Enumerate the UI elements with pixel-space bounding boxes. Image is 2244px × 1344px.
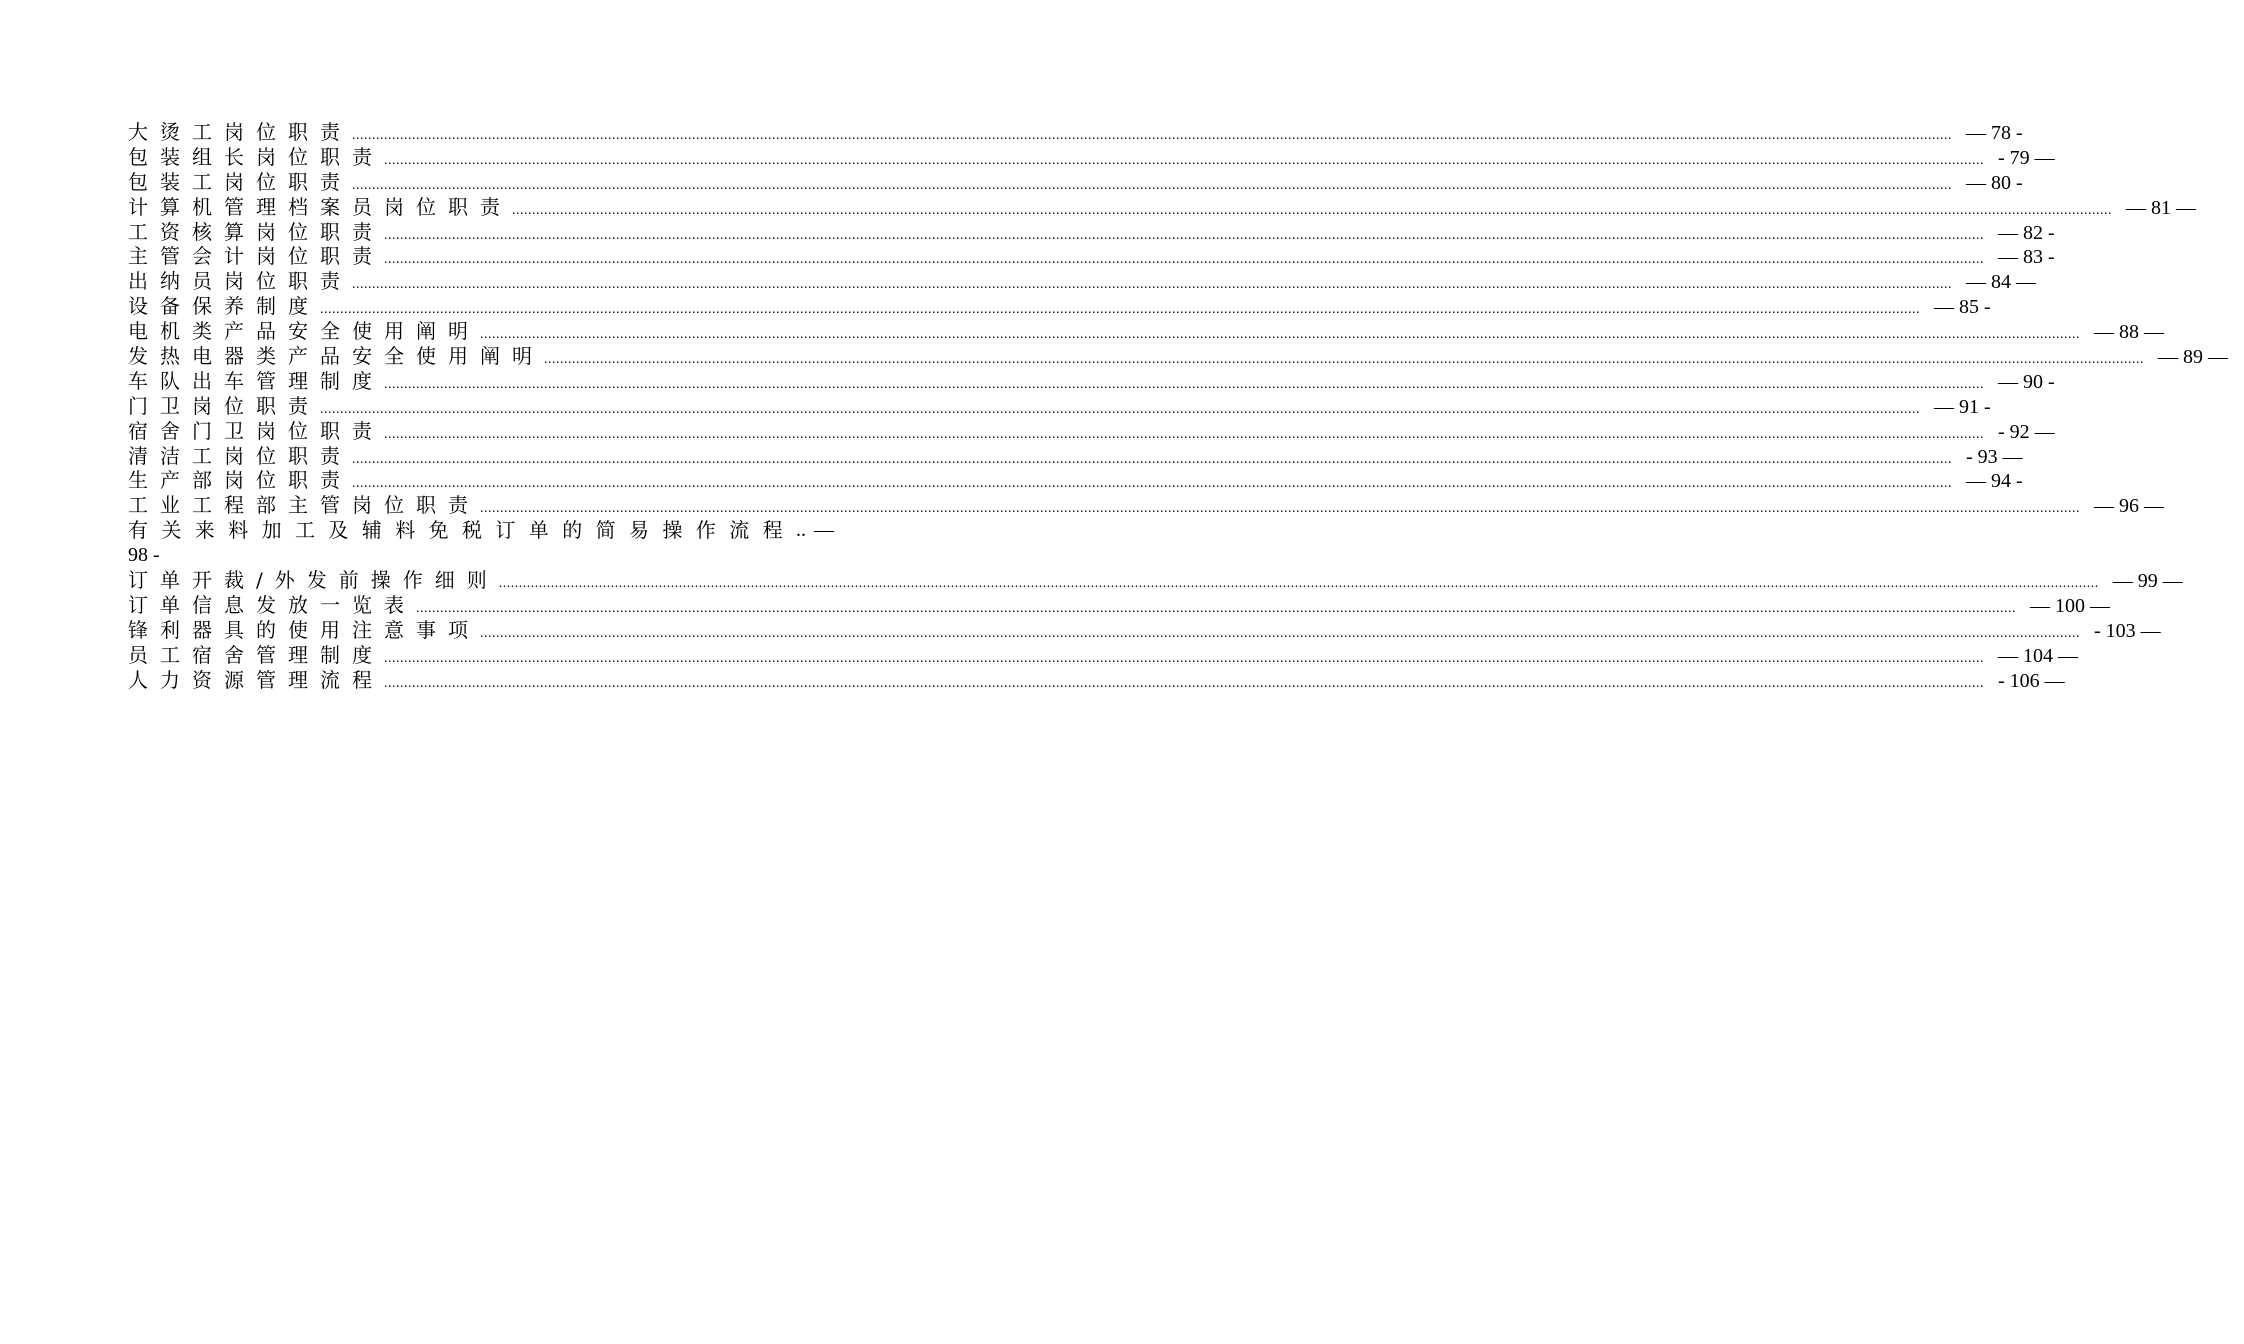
toc-entry[interactable] [128, 642, 2078, 668]
toc-entry-title: 主管会计岗位职责 [128, 244, 384, 269]
toc-entry[interactable] [128, 169, 2023, 195]
dot-leader: ................................................................................................................................................................................................................................................................................................................................................................................................................ [480, 501, 2080, 517]
toc-entry[interactable] [128, 493, 2164, 518]
dot-leader: ................................................................................................................................................................................................................................................................................................................................................................................................................ [352, 476, 1952, 492]
toc-entry-title: 大烫工岗位职责 [128, 120, 352, 144]
toc-entry[interactable] [128, 468, 2023, 493]
toc-entry-title: 发热电器类产品安全使用阐明 [128, 344, 544, 369]
dot-leader: ................................................................................................................................................................................................................................................................................................................................................................................................................ [384, 650, 1984, 666]
toc-entry-title: 有关来料加工及辅料免税订单的简易操作流程 [128, 518, 796, 543]
toc-page-number: — 78 - [1966, 122, 2023, 144]
dot-leader: ................................................................................................................................................................................................................................................................................................................................................................................................................ [480, 625, 2080, 641]
toc-page-number: — 99 — [2112, 570, 2183, 593]
dot-leader: ................................................................................................................................................................................................................................................................................................................................................................................................................ [320, 302, 1920, 318]
toc-entry[interactable] [128, 344, 2228, 369]
toc-entry-title: 包装组长岗位职责 [128, 144, 384, 169]
toc-entry[interactable] [128, 219, 2055, 245]
dot-leader: ................................................................................................................................................................................................................................................................................................................................................................................................................ [384, 227, 1984, 243]
toc-entry[interactable] [128, 194, 2196, 220]
toc-page-number: — 80 - [1966, 171, 2023, 194]
toc-entry-title: 订单信息发放一览表 [128, 592, 416, 617]
toc-entry-title: 清洁工岗位职责 [128, 443, 352, 468]
toc-entry[interactable] [128, 294, 1991, 319]
dot-leader: ................................................................................................................................................................................................................................................................................................................................................................................................................ [384, 376, 1984, 392]
toc-entry[interactable] [128, 319, 2164, 344]
dot-leader: ................................................................................................................................................................................................................................................................................................................................................................................................................ [416, 600, 2016, 616]
toc-entry[interactable] [128, 592, 2110, 618]
toc-entry-title: 设备保养制度 [128, 294, 320, 319]
toc-entry-title: 电机类产品安全使用阐明 [128, 319, 480, 344]
toc-entry[interactable] [128, 667, 2065, 693]
toc-page-number: — 96 — [2094, 495, 2164, 518]
dot-leader: ................................................................................................................................................................................................................................................................................................................................................................................................................ [352, 128, 1952, 143]
toc-entry-title: 工资核算岗位职责 [128, 219, 384, 244]
toc-entry-title: 员工宿舍管理制度 [128, 642, 384, 667]
toc-page-number: — 85 - [1934, 296, 1991, 319]
toc-page-number: — 90 - [1998, 370, 2055, 393]
toc-entry[interactable] [128, 518, 850, 568]
toc-entry[interactable] [128, 443, 2023, 469]
toc-entry-title: 生产部岗位职责 [128, 468, 352, 493]
dot-leader: ................................................................................................................................................................................................................................................................................................................................................................................................................ [384, 426, 1984, 442]
toc-page-number: — 91 - [1934, 395, 1991, 418]
dot-leader: ................................................................................................................................................................................................................................................................................................................................................................................................................ [498, 576, 2099, 592]
toc-page-number: — 100 — [2030, 594, 2110, 617]
toc-entry[interactable] [128, 568, 2183, 593]
toc-entry[interactable] [128, 244, 2055, 269]
dot-leader: ................................................................................................................................................................................................................................................................................................................................................................................................................ [384, 675, 1984, 691]
toc-page-number: — 84 — [1966, 271, 2036, 294]
toc-entry[interactable] [128, 393, 1991, 419]
toc-page-number: - 92 — [1998, 420, 2055, 443]
toc-page-number: — 104 — [1998, 644, 2078, 667]
toc-page-number: 98 - [128, 544, 160, 567]
dot-leader: ................................................................................................................................................................................................................................................................................................................................................................................................................ [352, 277, 1952, 293]
toc-entry-title: 包装工岗位职责 [128, 169, 352, 194]
toc-page-number: — 89 — [2158, 346, 2228, 369]
toc-entry-title: 宿舍门卫岗位职责 [128, 418, 384, 443]
toc-page-number: — 83 - [1998, 246, 2055, 269]
toc-entry[interactable] [128, 368, 2055, 394]
dot-leader: ................................................................................................................................................................................................................................................................................................................................................................................................................ [352, 177, 1952, 193]
toc-entry[interactable] [128, 418, 2055, 444]
toc-page-dash: — [814, 519, 834, 542]
toc-entry-title: 出纳员岗位职责 [128, 269, 352, 294]
toc-page-number: — 81 — [2126, 196, 2196, 219]
toc-page-number: - 93 — [1966, 445, 2023, 468]
toc-page-number: — 82 - [1998, 221, 2055, 244]
dot-leader: ................................................................................................................................................................................................................................................................................................................................................................................................................ [512, 202, 2112, 218]
toc-page-number: — 94 - [1966, 470, 2023, 493]
toc-page-number: — 88 — [2094, 321, 2164, 344]
dot-leader: ................................................................................................................................................................................................................................................................................................................................................................................................................ [384, 252, 1984, 268]
dot-leader: ................................................................................................................................................................................................................................................................................................................................................................................................................ [384, 152, 1984, 168]
toc-entry-title: 车队出车管理制度 [128, 368, 384, 393]
toc-page-number: - 103 — [2094, 619, 2161, 642]
toc-entry-title: 门卫岗位职责 [128, 393, 320, 418]
toc-entry-title: 锋利器具的使用注意事项 [128, 617, 480, 642]
toc-entry-title: 工业工程部主管岗位职责 [128, 493, 480, 518]
dot-leader: .. [796, 519, 806, 542]
toc-page-number: - 106 — [1998, 669, 2065, 692]
dot-leader: ................................................................................................................................................................................................................................................................................................................................................................................................................ [352, 451, 1952, 467]
toc-page-number: - 79 — [1998, 146, 2055, 169]
toc-entry[interactable] [128, 120, 2023, 145]
toc-entry[interactable] [128, 144, 2055, 170]
toc-entry-title: 订单开裁/外发前操作细则 [128, 568, 499, 593]
toc-entry-title: 人力资源管理流程 [128, 667, 384, 692]
table-of-contents [128, 120, 2228, 692]
toc-entry[interactable] [128, 269, 2036, 294]
dot-leader: ................................................................................................................................................................................................................................................................................................................................................................................................................ [480, 327, 2080, 343]
toc-entry-title: 计算机管理档案员岗位职责 [128, 194, 512, 219]
dot-leader: ................................................................................................................................................................................................................................................................................................................................................................................................................ [544, 352, 2144, 368]
dot-leader: ................................................................................................................................................................................................................................................................................................................................................................................................................ [320, 401, 1920, 417]
toc-entry[interactable] [128, 617, 2161, 643]
